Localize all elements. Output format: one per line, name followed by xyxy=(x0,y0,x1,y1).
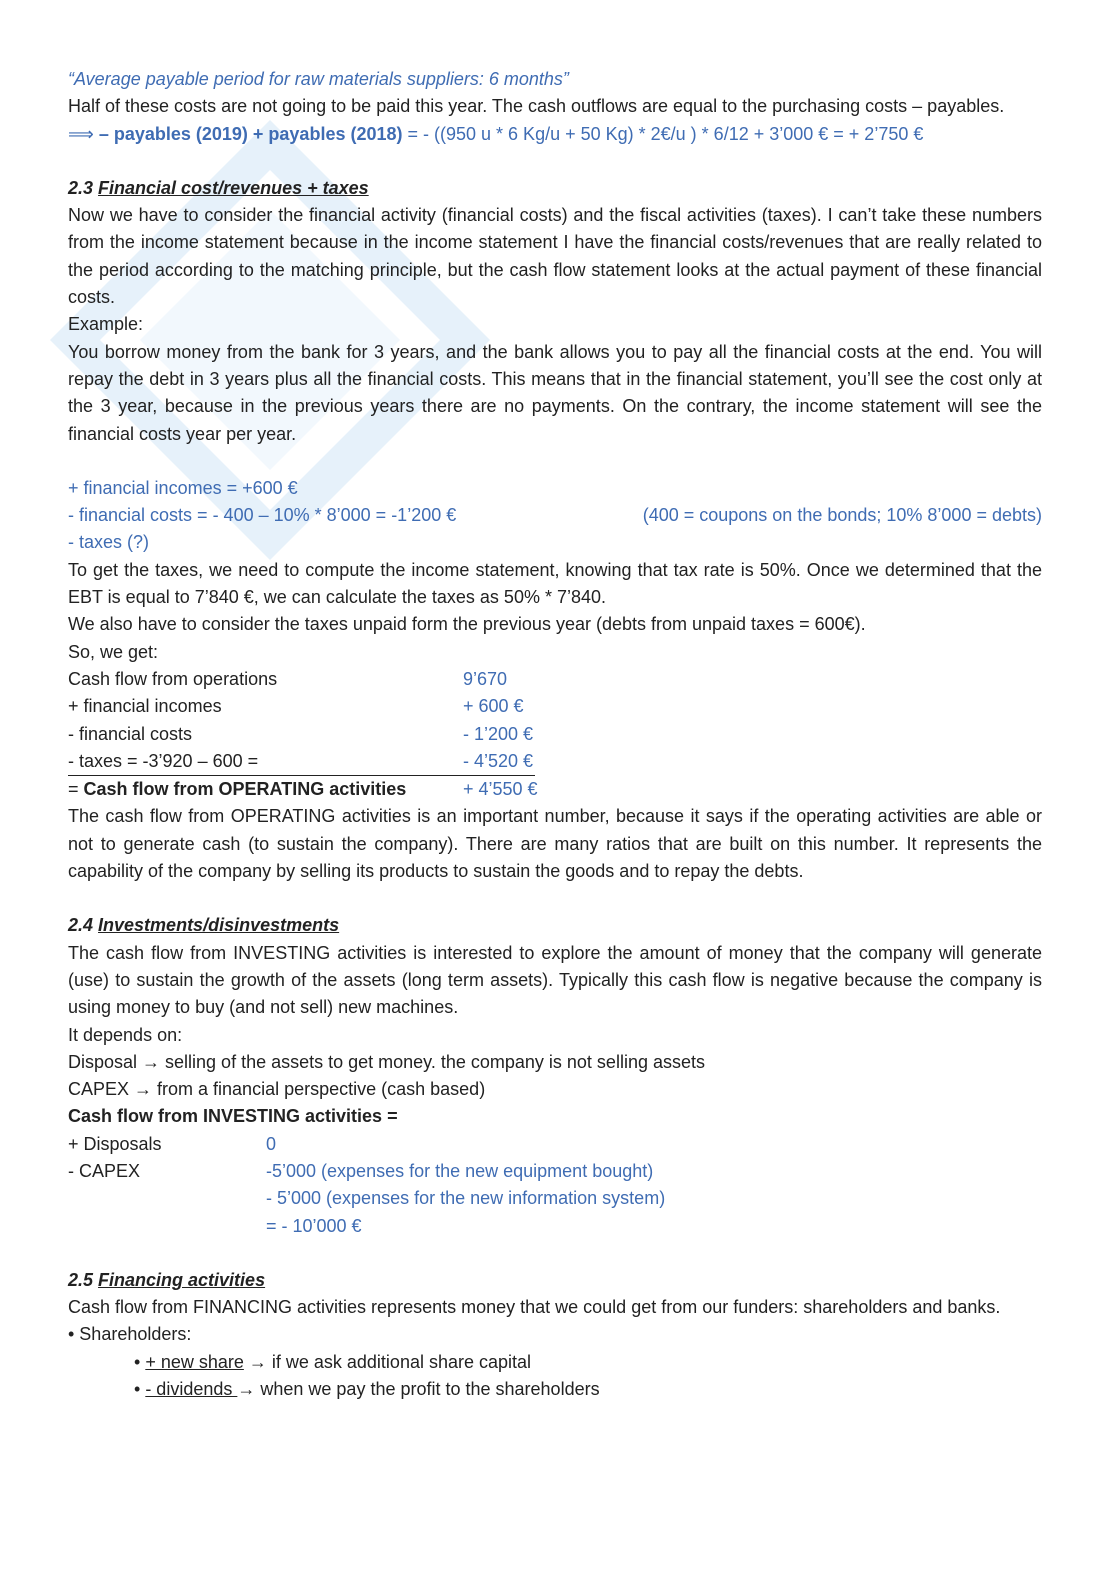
section-heading-2-5 xyxy=(68,1267,1042,1294)
row-value: - 1’200 € xyxy=(463,723,534,744)
paragraph: So, we get: xyxy=(68,641,159,662)
taxes-line: - taxes (?) xyxy=(68,532,150,553)
cash-flow-row xyxy=(68,693,1042,720)
capex-line: CAPEX → from a financial perspective (cash based) xyxy=(68,1079,486,1100)
section-title: Financing activities xyxy=(98,1269,266,1290)
total-prefix: = xyxy=(68,779,84,800)
financial-costs-formula: - financial costs = - 400 – 10% * 8’000 = -1’200 € xyxy=(68,505,457,526)
cash-flow-total-row xyxy=(68,776,1042,803)
row-label: + Disposals xyxy=(68,1133,162,1154)
list-item xyxy=(68,1376,1042,1403)
row-label: - CAPEX xyxy=(68,1160,141,1181)
cash-flow-row xyxy=(68,748,1042,776)
paragraph: You borrow money from the bank for 3 years, and the bank allows you to pay all the financial costs at the end. You will repay the debt in 3 years plus all the financial costs. This means that in the financial statement, you’ll see the cost only at the 3 year, because in the previous years there are no payments. On the contrary, the income statement will see the financial costs year per year. xyxy=(68,341,1042,444)
section-number: 2.5 xyxy=(68,1269,99,1290)
row-value: + 600 € xyxy=(463,696,524,717)
quote-line: “Average payable period for raw materials suppliers: 6 months” xyxy=(68,69,569,89)
section-number: 2.3 xyxy=(68,177,99,198)
capex-row-2: - 5’000 (expenses for the new information system) xyxy=(266,1188,666,1209)
paragraph: The cash flow from INVESTING activities is interested to explore the amount of money that the company will generate (use) to sustain the growth of the assets (long term assets). Typically this cash flow is negative because the company is using money to buy (and not sell) new machines. xyxy=(68,942,1042,1018)
new-share-term: + new share xyxy=(145,1351,244,1372)
item-text: → when we pay the profit to the shareholders xyxy=(237,1379,600,1400)
cash-flow-row xyxy=(68,666,1042,693)
example-label: Example: xyxy=(68,314,144,335)
list-item xyxy=(68,1349,1042,1376)
paragraph: We also have to consider the taxes unpaid form the previous year (debts from unpaid taxes = 600€). xyxy=(68,614,866,635)
bullet: • xyxy=(134,1379,146,1400)
payables-formula xyxy=(68,121,1042,148)
row-label: Cash flow from operations xyxy=(68,668,278,689)
row-label: - financial costs xyxy=(68,723,193,744)
disposals-row xyxy=(68,1131,1042,1158)
implies-arrow: ⟹ xyxy=(68,123,94,144)
formula-bold: – payables (2019) + payables (2018) xyxy=(93,123,403,144)
financial-costs-line xyxy=(68,502,1042,529)
paragraph: Now we have to consider the financial activity (financial costs) and the fiscal activities (taxes). I can’t take these numbers from the income statement because in the income statement I have the financial costs/revenues that are really related to the period according to the matching principle, but the cash flow statement looks at the actual payment of these financial costs. xyxy=(68,205,1042,308)
paragraph: It depends on: xyxy=(68,1024,183,1045)
paragraph: Cash flow from FINANCING activities represents money that we could get from our funders: shareholders and banks. xyxy=(68,1297,1001,1318)
disposal-line: Disposal → selling of the assets to get money. the company is not selling assets xyxy=(68,1051,705,1072)
row-label: - taxes = -3’920 – 600 = xyxy=(68,750,259,771)
cash-flow-row xyxy=(68,721,1042,748)
capex-total: = - 10’000 € xyxy=(266,1215,362,1236)
bullet: • xyxy=(134,1351,146,1372)
section-title: Financial cost/revenues + taxes xyxy=(98,177,369,198)
investing-cf-label: Cash flow from INVESTING activities = xyxy=(68,1106,398,1127)
document-page xyxy=(68,66,1042,1403)
total-label: Cash flow from OPERATING activities xyxy=(83,779,407,800)
section-number: 2.4 xyxy=(68,915,99,936)
dividends-term: - dividends xyxy=(145,1379,238,1400)
paragraph: The cash flow from OPERATING activities is an important number, because it says if the operating activities are able or not to generate cash (to sustain the company). There are many ratios that are built on this number. It represents the capability of the company by selling its products to sustain the goods and to repay the debts. xyxy=(68,806,1042,882)
row-label: + financial incomes xyxy=(68,696,222,717)
row-value: 0 xyxy=(266,1133,277,1154)
financial-incomes-line: + financial incomes = +600 € xyxy=(68,477,298,498)
section-title: Investments/disinvestments xyxy=(98,915,340,936)
item-text: → if we ask additional share capital xyxy=(243,1351,532,1372)
paragraph: To get the taxes, we need to compute the income statement, knowing that tax rate is 50%. Once we determined that the EBT is equal to 7’840 €, we can calculate the taxes as 50% * 7’840. xyxy=(68,559,1042,608)
paragraph: Half of these costs are not going to be paid this year. The cash outflows are equal to the purchasing costs – payables. xyxy=(68,96,1005,117)
total-value: + 4’550 € xyxy=(463,779,538,800)
formula-rest: = - ((950 u * 6 Kg/u + 50 Kg) * 2€/u ) * 6/12 + 3’000 € = + 2’750 € xyxy=(402,123,924,144)
shareholders-bullet: • Shareholders: xyxy=(68,1324,192,1345)
row-value: 9’670 xyxy=(463,668,508,689)
financial-costs-note: (400 = coupons on the bonds; 10% 8’000 = debts) xyxy=(642,505,1042,526)
row-value: - 4’520 € xyxy=(463,750,534,771)
section-heading-2-3 xyxy=(68,175,1042,202)
row-value: -5’000 (expenses for the new equipment bought) xyxy=(266,1160,654,1181)
capex-row xyxy=(68,1158,1042,1185)
section-heading-2-4 xyxy=(68,912,1042,939)
